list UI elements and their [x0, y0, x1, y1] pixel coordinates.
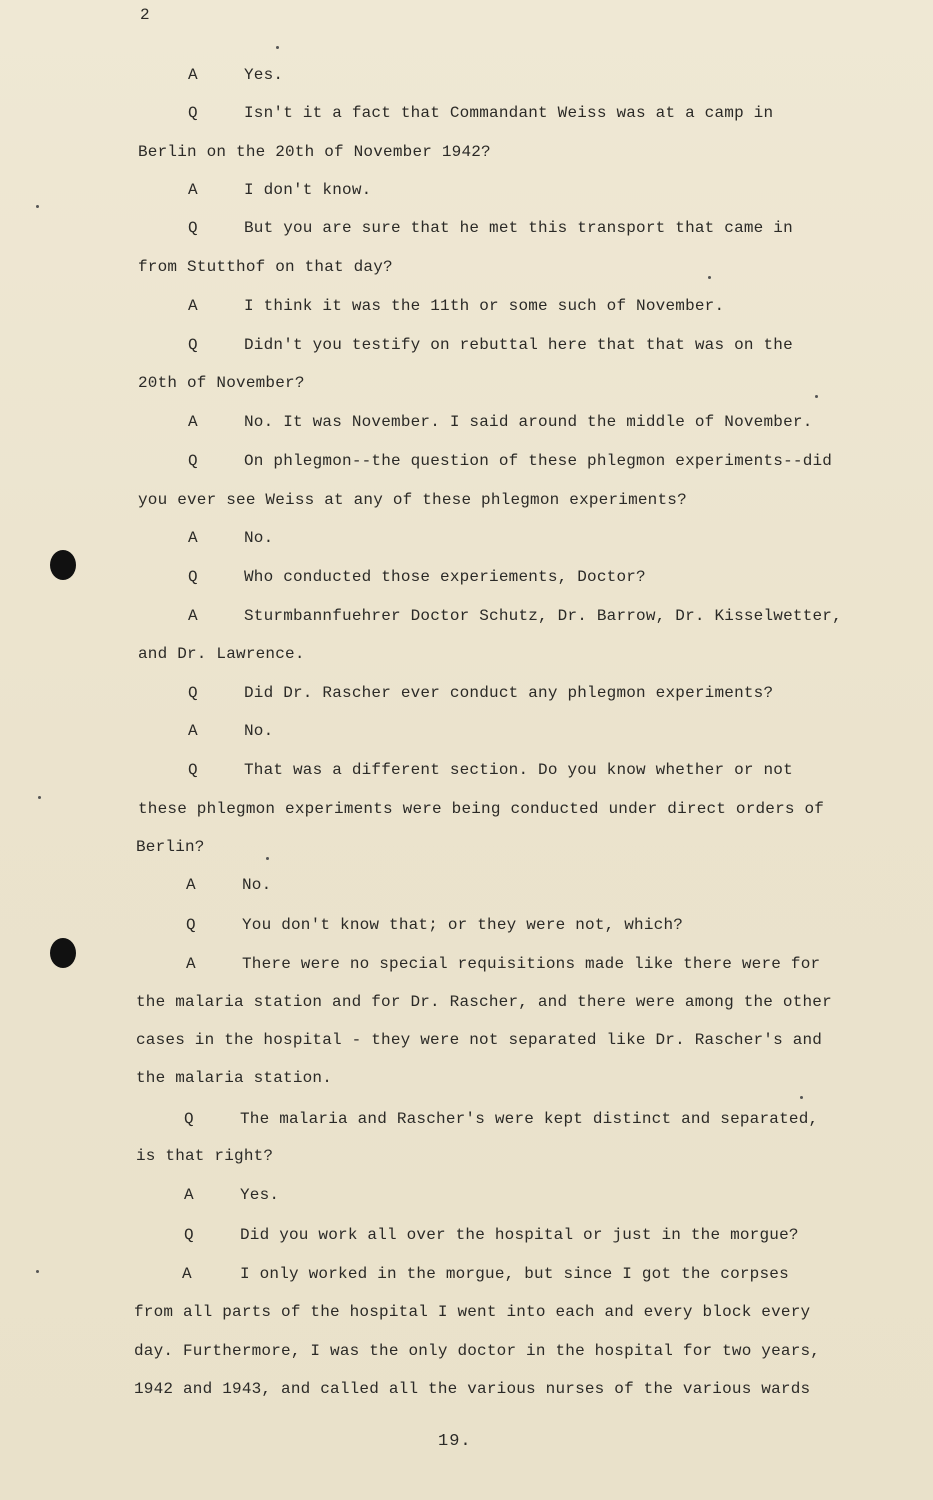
transcript-line: the malaria station and for Dr. Rascher, and there were among the other	[136, 993, 832, 1011]
speaker-label: Q	[188, 568, 198, 586]
transcript-line: you ever see Weiss at any of these phlegmon experiments?	[138, 491, 687, 509]
speck	[276, 46, 279, 49]
transcript-line: I think it was the 11th or some such of November.	[244, 297, 725, 315]
transcript-line: Isn't it a fact that Commandant Weiss was at a camp in	[244, 104, 774, 122]
transcript-line: I don't know.	[244, 181, 372, 199]
transcript-line: from Stutthof on that day?	[138, 258, 393, 276]
speaker-label: A	[188, 297, 198, 315]
transcript-line: from all parts of the hospital I went into each and every block every	[134, 1303, 811, 1321]
transcript-line: these phlegmon experiments were being conducted under direct orders of	[138, 800, 825, 818]
speaker-label: A	[188, 66, 198, 84]
transcript-line: Sturmbannfuehrer Doctor Schutz, Dr. Barrow, Dr. Kisselwetter,	[244, 607, 842, 625]
speck	[815, 395, 818, 398]
transcript-line: Did Dr. Rascher ever conduct any phlegmon experiments?	[244, 684, 774, 702]
speaker-label: Q	[188, 336, 198, 354]
transcript-line: You don't know that; or they were not, which?	[242, 916, 684, 934]
speaker-label: Q	[188, 452, 198, 470]
speaker-label: Q	[186, 916, 196, 934]
speck	[266, 857, 269, 860]
speck	[800, 1096, 803, 1099]
speaker-label: A	[188, 413, 198, 431]
transcript-line: and Dr. Lawrence.	[138, 645, 305, 663]
transcript-line: Didn't you testify on rebuttal here that that was on the	[244, 336, 793, 354]
speaker-label: A	[188, 607, 198, 625]
transcript-line: the malaria station.	[136, 1069, 333, 1087]
speck	[38, 796, 41, 799]
transcript-line: That was a different section. Do you know whether or not	[244, 761, 793, 779]
transcript-line: is that right?	[136, 1147, 274, 1165]
speaker-label: A	[186, 955, 196, 973]
page-number-footer: 19.	[438, 1432, 472, 1451]
transcript-line: 1942 and 1943, and called all the various nurses of the various wards	[134, 1380, 811, 1398]
transcript-line: Yes.	[244, 66, 284, 84]
transcript-line: I only worked in the morgue, but since I got the corpses	[240, 1265, 789, 1283]
speck	[708, 276, 711, 279]
speck	[36, 1270, 39, 1273]
speaker-label: Q	[184, 1110, 194, 1128]
transcript-line: 20th of November?	[138, 374, 305, 392]
transcript-line: But you are sure that he met this transport that came in	[244, 219, 793, 237]
transcript-line: No.	[244, 722, 274, 740]
speaker-label: Q	[188, 104, 198, 122]
page-number-top: 2	[140, 6, 150, 24]
speaker-label: Q	[188, 684, 198, 702]
transcript-line: No. It was November. I said around the middle of November.	[244, 413, 813, 431]
speaker-label: A	[188, 529, 198, 547]
punch-hole	[50, 938, 76, 968]
speck	[36, 205, 39, 208]
speaker-label: A	[188, 181, 198, 199]
transcript-line: Did you work all over the hospital or just in the morgue?	[240, 1226, 799, 1244]
transcript-line: cases in the hospital - they were not separated like Dr. Rascher's and	[136, 1031, 823, 1049]
transcript-line: No.	[242, 876, 272, 894]
transcript-line: On phlegmon--the question of these phlegmon experiments--did	[244, 452, 833, 470]
transcript-line: The malaria and Rascher's were kept distinct and separated,	[240, 1110, 819, 1128]
speaker-label: Q	[188, 761, 198, 779]
speaker-label: A	[184, 1186, 194, 1204]
speaker-label: A	[188, 722, 198, 740]
transcript-line: Yes.	[240, 1186, 280, 1204]
speaker-label: A	[186, 876, 196, 894]
speaker-label: Q	[184, 1226, 194, 1244]
transcript-line: day. Furthermore, I was the only doctor in the hospital for two years,	[134, 1342, 821, 1360]
transcript-line: There were no special requisitions made like there were for	[242, 955, 821, 973]
punch-hole	[50, 550, 76, 580]
speaker-label: A	[182, 1265, 192, 1283]
transcript-line: Who conducted those experiements, Doctor?	[244, 568, 646, 586]
transcript-line: Berlin?	[136, 838, 205, 856]
speaker-label: Q	[188, 219, 198, 237]
transcript-line: Berlin on the 20th of November 1942?	[138, 143, 491, 161]
transcript-line: No.	[244, 529, 274, 547]
